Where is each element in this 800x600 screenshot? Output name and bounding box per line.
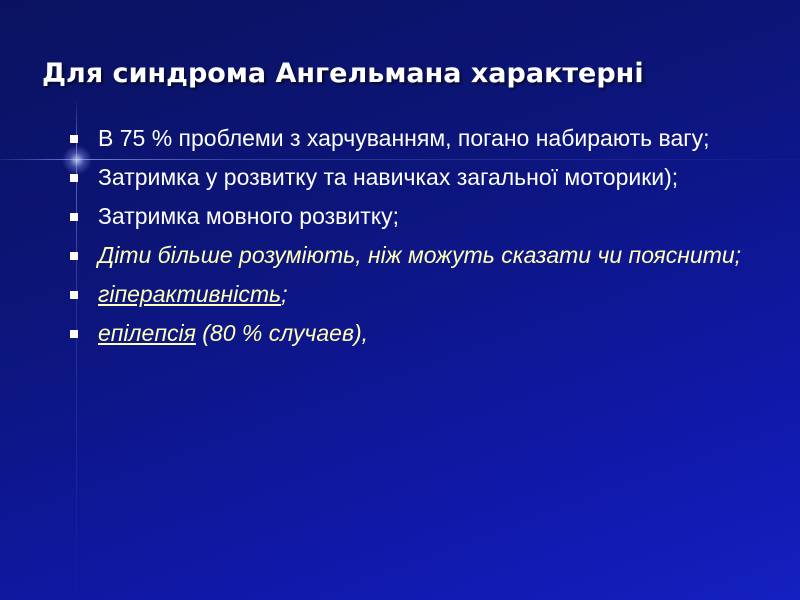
epilepsy-link[interactable]: епілепсія (98, 320, 196, 346)
square-bullet-icon (70, 252, 78, 260)
bullet-item-epilepsy (0, 319, 800, 348)
square-bullet-icon (70, 174, 78, 182)
square-bullet-icon (70, 291, 78, 299)
square-bullet-icon (70, 330, 78, 338)
bullet-text: Затримка у розвитку та навичках загальної моторики); (98, 164, 679, 190)
bullet-text: Діти більше розуміють, ніж можуть сказати чи пояснити; (98, 242, 742, 268)
bullet-item-feeding (0, 124, 800, 153)
bullet-text-rest: ; (281, 281, 288, 307)
bullet-text: В 75 % проблеми з харчуванням, погано набирають вагу; (98, 125, 710, 151)
hyperactivity-link[interactable]: гіперактивність (98, 281, 282, 307)
square-bullet-icon (70, 135, 78, 143)
slide-title: Для синдрома Ангельмана характерні (42, 58, 644, 89)
bullet-text-rest: (80 % случаев), (195, 320, 368, 346)
bullet-item-motor-delay (0, 163, 800, 192)
bullet-list (0, 124, 800, 358)
square-bullet-icon (70, 213, 78, 221)
bullet-text: Затримка мовного розвитку; (98, 203, 399, 229)
bullet-item-understanding (0, 241, 800, 270)
bullet-item-speech-delay (0, 202, 800, 231)
bullet-item-hyperactivity (0, 280, 800, 309)
